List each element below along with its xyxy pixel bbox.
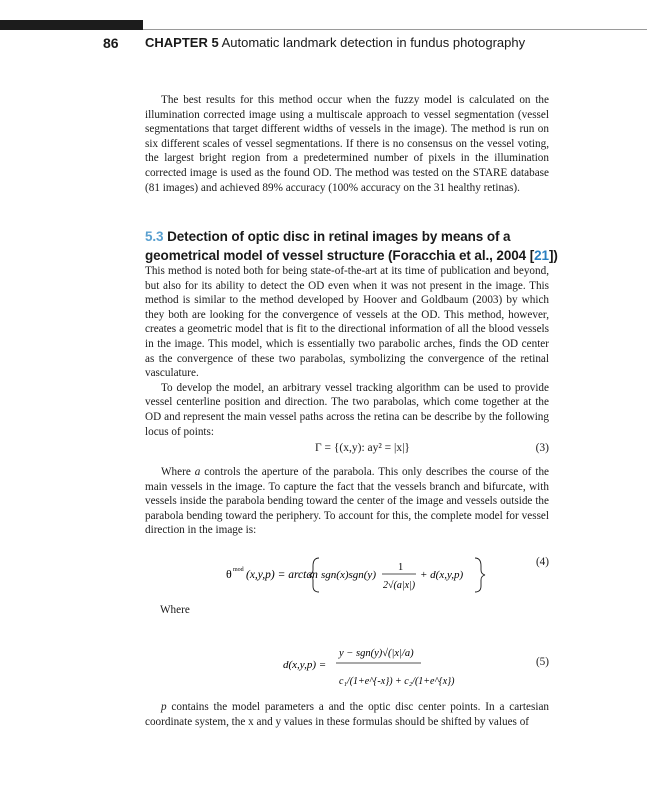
header-rule-light (143, 29, 647, 30)
svg-text:c₁/(1+e^{-x}) + c₂/(1+e^{x}): c₁/(1+e^{-x}) + c₂/(1+e^{x}) (339, 676, 455, 687)
equation-3 (145, 442, 549, 460)
chapter-label: CHAPTER 5 (145, 35, 219, 50)
paragraph-5: p contains the model parameters a and the optic disc center points. In a cartesian coordinate system, the x and y values in these formulas should be shifted by values of (145, 701, 549, 728)
svg-text:sgn(x)sgn(y): sgn(x)sgn(y) (321, 569, 376, 581)
paragraph-2: This method is noted both for being state-of-the-art at its time of publication and beyond, but also for its ability to detect the OD even when it was not present in the image. This method is similar to the method developed by Hoover and Goldbaum (2003) by which they both are looking for the convergence of vessels at the OD. This method, however, creates a geometric model that is fit to the directional information of all the blood vessels in the image. This model, which is essentially two parabolic arches, finds the OD center as the convergence of these two parabolas, symbolizing the convergence of the retinal vasculature. To develop the model, an arbitrary vessel tracking algorithm can be used to provide vessel centerline position and direction. The two parabolas, which come together at the OD and represent the main vessel paths across the retina can be describe by the following locus of points: (145, 265, 549, 438)
equation-5 (145, 632, 549, 694)
section-heading: 5.3 Detection of optic disc in retinal images by means of a geometrical model of vessel structure (Foracchia et al., 2004 [21]) (145, 229, 558, 263)
paragraph-4: Where a controls the aperture of the parabola. This only describes the course of the main vessels in the image. To capture the fact that the vessels branch and bifurcate, with vessels inside the parabola bending toward the center of the image and vessels outside the parabola bending toward the periphery. To account for this, the complete model for vessel direction in the image is: (145, 466, 550, 537)
svg-text:d(x,y,p) =: d(x,y,p) = (283, 659, 327, 671)
equation-5-number: (5) (535, 656, 549, 668)
equation-3-number: (3) (535, 442, 549, 454)
svg-text:2√(a|x|): 2√(a|x|) (383, 580, 416, 591)
svg-text:1: 1 (398, 562, 404, 573)
equation-5-graphic (145, 632, 549, 694)
page-number: 86 (103, 35, 119, 51)
svg-text:+ d(x,y,p): + d(x,y,p) (420, 569, 464, 581)
section-title: Detection of optic disc in retinal images by means of a geometrical model of vessel structure (Foracchia et al., 2004 (145, 229, 530, 263)
equation-4-graphic (145, 548, 549, 596)
svg-text:θ: θ (226, 567, 232, 581)
citation-link[interactable]: 21 (534, 248, 549, 263)
svg-text:(x,y,p) = arctan: (x,y,p) = arctan (246, 569, 318, 581)
where-label: Where (160, 604, 190, 616)
equation-4-number: (4) (535, 556, 549, 568)
chapter-title: Automatic landmark detection in fundus photography (221, 35, 526, 50)
equation-4 (145, 548, 549, 596)
header-rule-dark (0, 20, 143, 30)
svg-text:y − sgn(y)√(|x|/a): y − sgn(y)√(|x|/a) (339, 648, 414, 659)
equation-3-expression: Γ = {(x,y): ay² = |x|} (315, 442, 410, 454)
paragraph-1: The best results for this method occur when the fuzzy model is calculated on the illumination corrected image using a multiscale approach to vessel segmentation (vessel segmentations that target different widths of vessels in the image). The method is run on six different scales of vessel segmentations. If there is no consensus on the vessel voting, the largest bright region from a predetermined number of pixels in the illumination corrected image is used as the found OD. The method was tested on the STARE database (81 images) and achieved 89% accuracy (100% accuracy on the 31 healthy retinas). (145, 94, 549, 194)
section-number: 5.3 (145, 229, 164, 244)
svg-text:mod: mod (233, 567, 244, 573)
paragraph-3: To develop the model, an arbitrary vessel tracking algorithm can be used to provide vessel centerline position and direction. The two parabolas, which come together at the OD and represent the main vessel paths across the retina can be describe by the following locus of points: (145, 381, 549, 438)
running-header (145, 35, 525, 50)
